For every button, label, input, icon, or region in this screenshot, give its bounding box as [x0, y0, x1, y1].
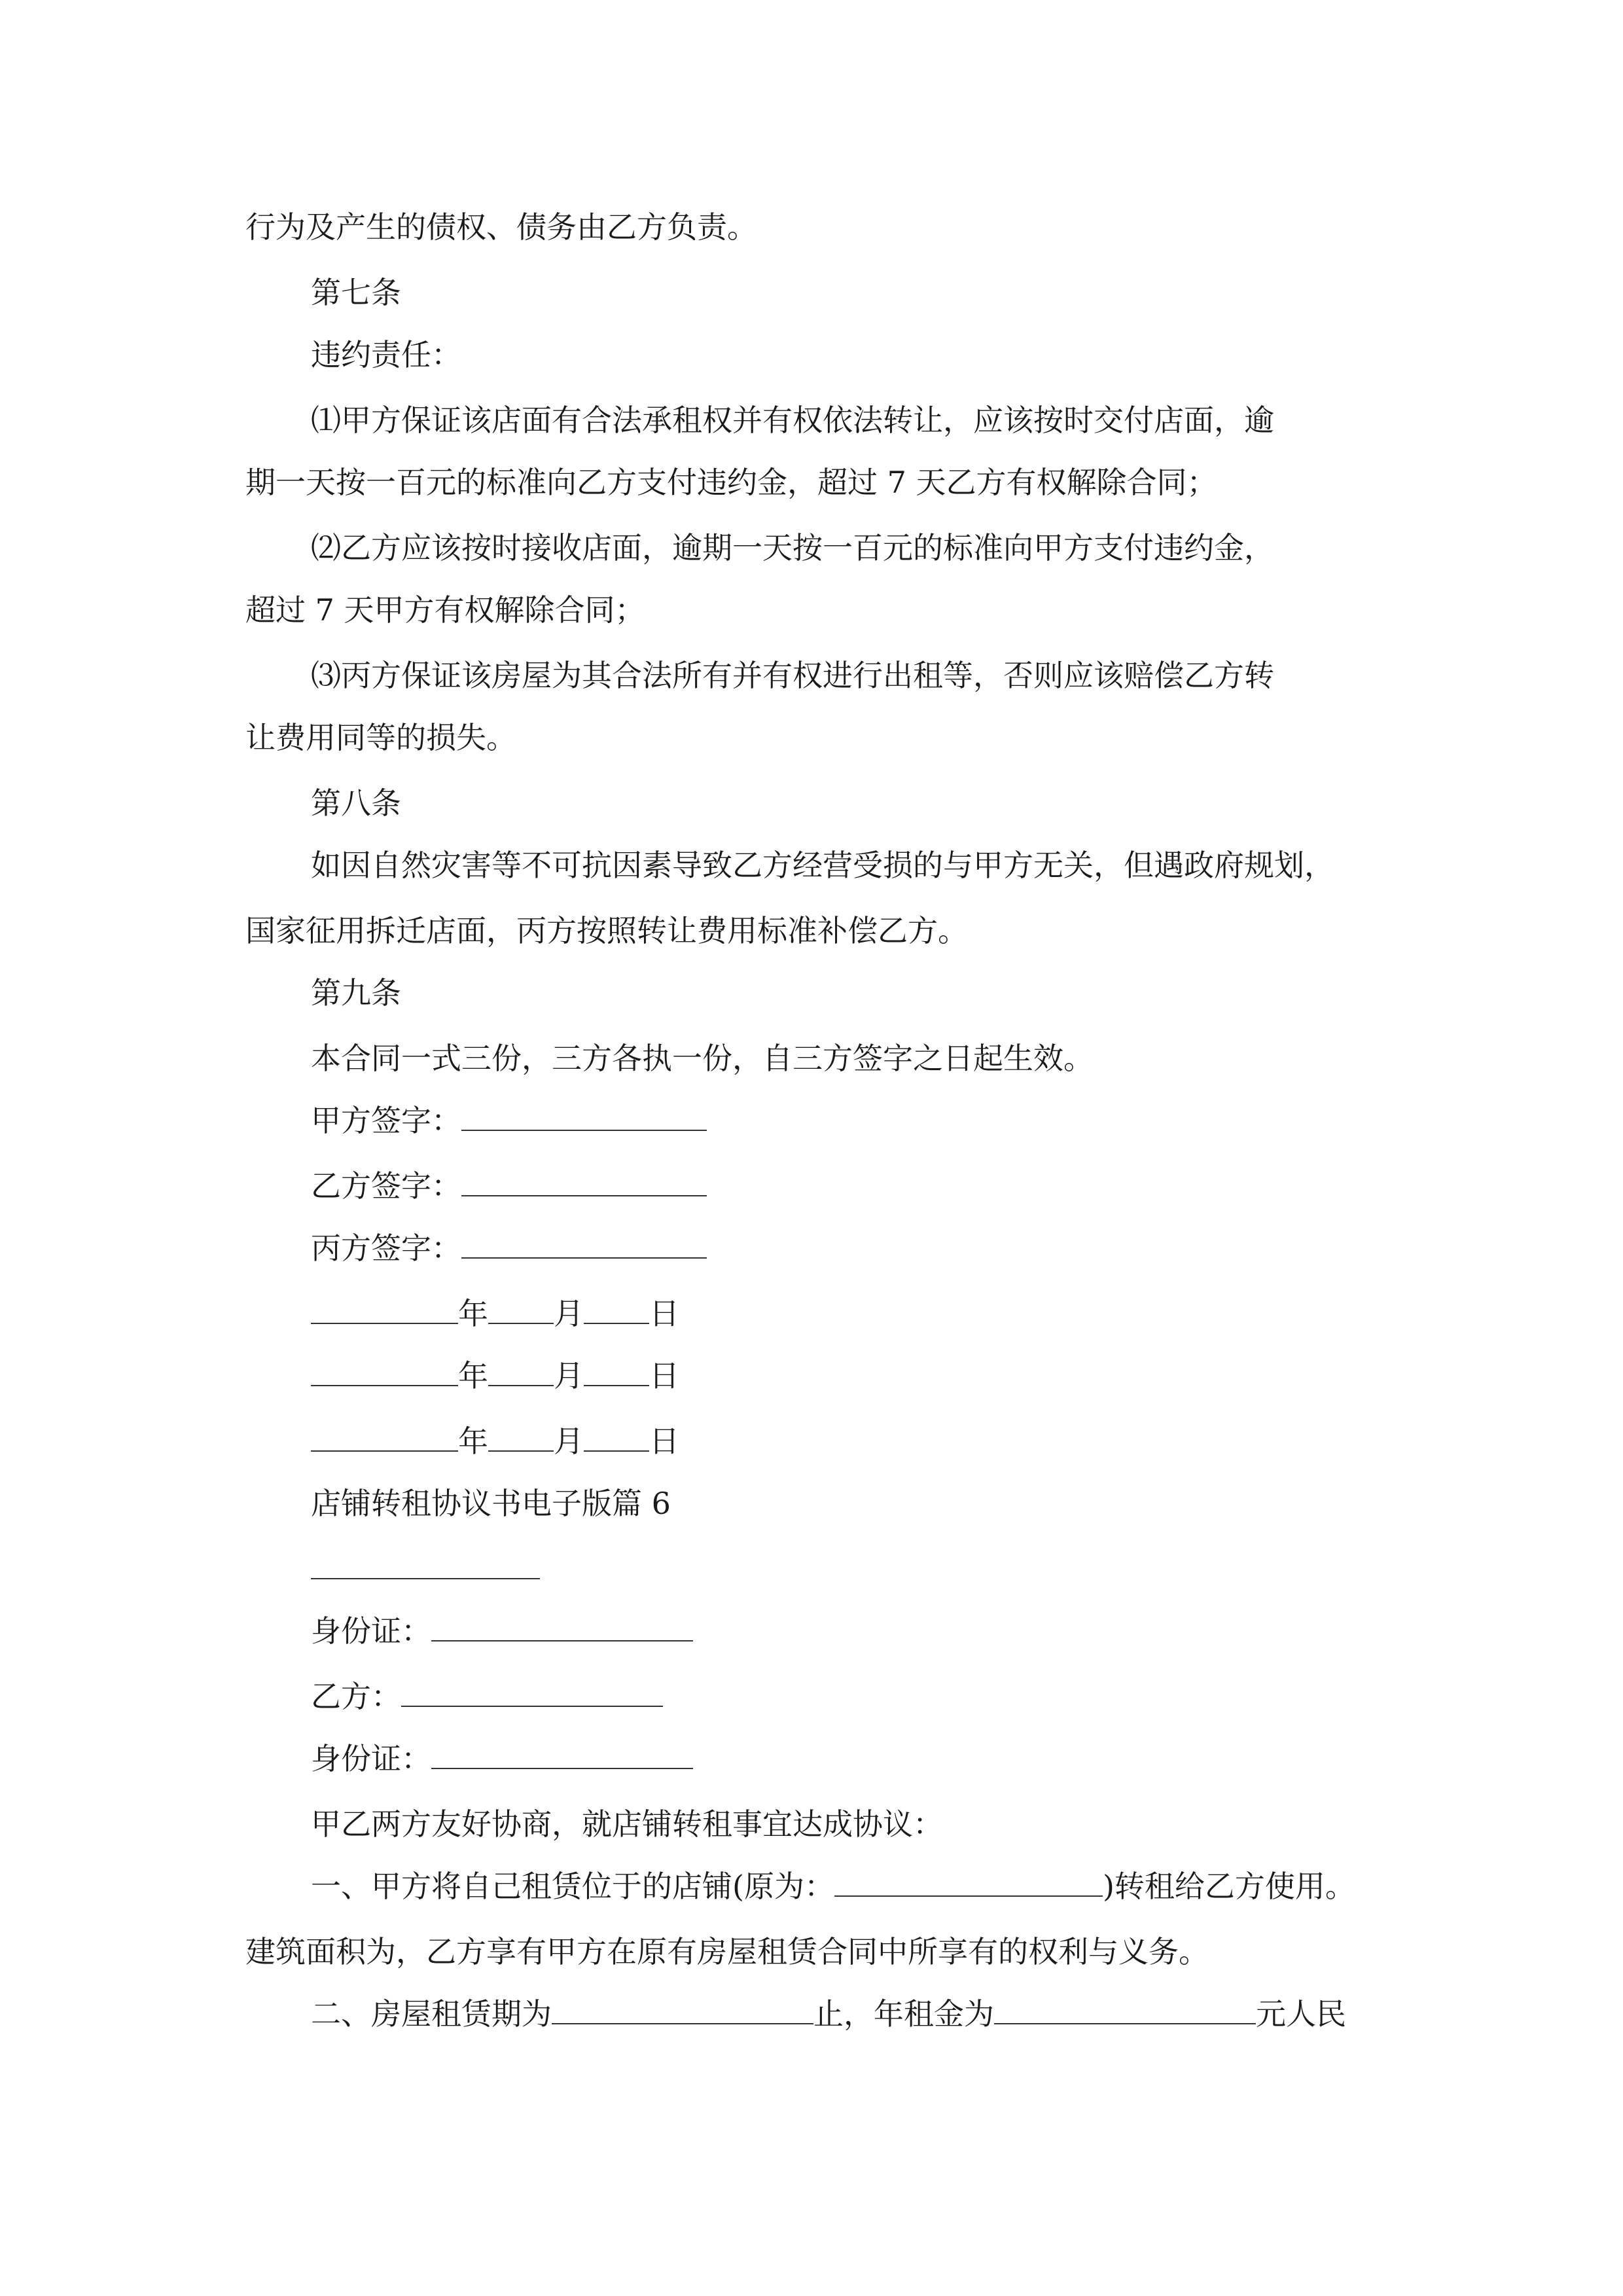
- id-field[interactable]: [431, 1742, 693, 1769]
- id-row: [311, 1739, 693, 1778]
- day-field[interactable]: [584, 1297, 649, 1324]
- id-label: 身份证：: [311, 1613, 431, 1649]
- date-row: [311, 1294, 679, 1333]
- paragraph-line: 如因自然灾害等不可抗因素导致乙方经营受损的与甲方无关，但遇政府规划，: [311, 848, 1334, 883]
- party-b-field[interactable]: [401, 1679, 663, 1707]
- clause-text: 一、甲方将自己租赁位于的店铺(原为：: [311, 1869, 834, 1904]
- clause-1-line: [311, 1867, 1355, 1906]
- paragraph-line: 国家征用拆迁店面，丙方按照转让费用标准补偿乙方。: [245, 913, 968, 948]
- signature-label: 乙方签字：: [311, 1168, 461, 1204]
- month-label: 月: [554, 1424, 584, 1459]
- paragraph-line: ⑶丙方保证该房屋为其合法所有并有权进行出租等，否则应该赔偿乙方转: [311, 658, 1274, 693]
- year-label: 年: [458, 1358, 488, 1393]
- id-row: [311, 1611, 693, 1651]
- section-title: 店铺转租协议书电子版篇 6: [311, 1486, 671, 1521]
- day-label: 日: [649, 1358, 679, 1393]
- party-a-signature-row: [311, 1101, 707, 1140]
- day-label: 日: [649, 1424, 679, 1459]
- month-label: 月: [554, 1296, 584, 1331]
- party-b-signature-row: [311, 1166, 707, 1206]
- date-row: [311, 1422, 679, 1461]
- signature-field[interactable]: [461, 1231, 707, 1259]
- clause-2-line: [311, 1994, 1346, 2034]
- date-row: [311, 1356, 679, 1395]
- paragraph-line: 建筑面积为，乙方享有甲方在原有房屋租赁合同中所享有的权利与义务。: [245, 1934, 1209, 1969]
- year-field[interactable]: [311, 1359, 458, 1386]
- party-b-row: [311, 1677, 663, 1716]
- party-b-label: 乙方：: [311, 1679, 401, 1714]
- year-field[interactable]: [311, 1297, 458, 1324]
- month-field[interactable]: [488, 1297, 554, 1324]
- article-9-heading: 第九条: [311, 975, 401, 1011]
- paragraph-line: 本合同一式三份，三方各执一份，自三方签字之日起生效。: [311, 1041, 1094, 1076]
- intro-line: 甲乙两方友好协商，就店铺转租事宜达成协议：: [311, 1806, 943, 1842]
- id-field[interactable]: [431, 1614, 693, 1641]
- party-a-name-row: [311, 1549, 540, 1588]
- month-field[interactable]: [488, 1424, 554, 1452]
- annual-rent-field[interactable]: [994, 1997, 1256, 2024]
- clause-text: )转租给乙方使用。: [1102, 1869, 1355, 1904]
- day-field[interactable]: [584, 1359, 649, 1386]
- signature-label: 甲方签字：: [311, 1103, 461, 1138]
- paragraph-line: 期一天按一百元的标准向乙方支付违约金，超过 7 天乙方有权解除合同；: [245, 465, 1217, 500]
- month-field[interactable]: [488, 1359, 554, 1386]
- party-a-name-field[interactable]: [311, 1552, 540, 1579]
- clause-text: 止，年租金为: [813, 1996, 994, 2032]
- paragraph-line: ⑴甲方保证该店面有合法承租权并有权依法转让，应该按时交付店面，逾: [311, 403, 1274, 438]
- clause-text: 元人民: [1256, 1996, 1346, 2032]
- article-7-heading: 第七条: [311, 275, 401, 310]
- id-label: 身份证：: [311, 1741, 431, 1776]
- article-8-heading: 第八条: [311, 785, 401, 821]
- lease-term-field[interactable]: [552, 1997, 813, 2024]
- paragraph-line: ⑵乙方应该按时接收店面，逾期一天按一百元的标准向甲方支付违约金，: [311, 530, 1274, 565]
- liability-heading: 违约责任：: [311, 337, 461, 372]
- signature-label: 丙方签字：: [311, 1230, 461, 1266]
- party-c-signature-row: [311, 1229, 707, 1268]
- original-use-field[interactable]: [834, 1869, 1103, 1897]
- signature-field[interactable]: [461, 1103, 707, 1131]
- year-label: 年: [458, 1424, 488, 1459]
- year-label: 年: [458, 1296, 488, 1331]
- paragraph-line: 行为及产生的债权、债务由乙方负责。: [245, 209, 757, 245]
- day-label: 日: [649, 1296, 679, 1331]
- paragraph-line: 让费用同等的损失。: [245, 720, 516, 755]
- signature-field[interactable]: [461, 1169, 707, 1196]
- clause-text: 二、房屋租赁期为: [311, 1996, 552, 2032]
- year-field[interactable]: [311, 1424, 458, 1452]
- paragraph-line: 超过 7 天甲方有权解除合同；: [245, 592, 645, 628]
- day-field[interactable]: [584, 1424, 649, 1452]
- month-label: 月: [554, 1358, 584, 1393]
